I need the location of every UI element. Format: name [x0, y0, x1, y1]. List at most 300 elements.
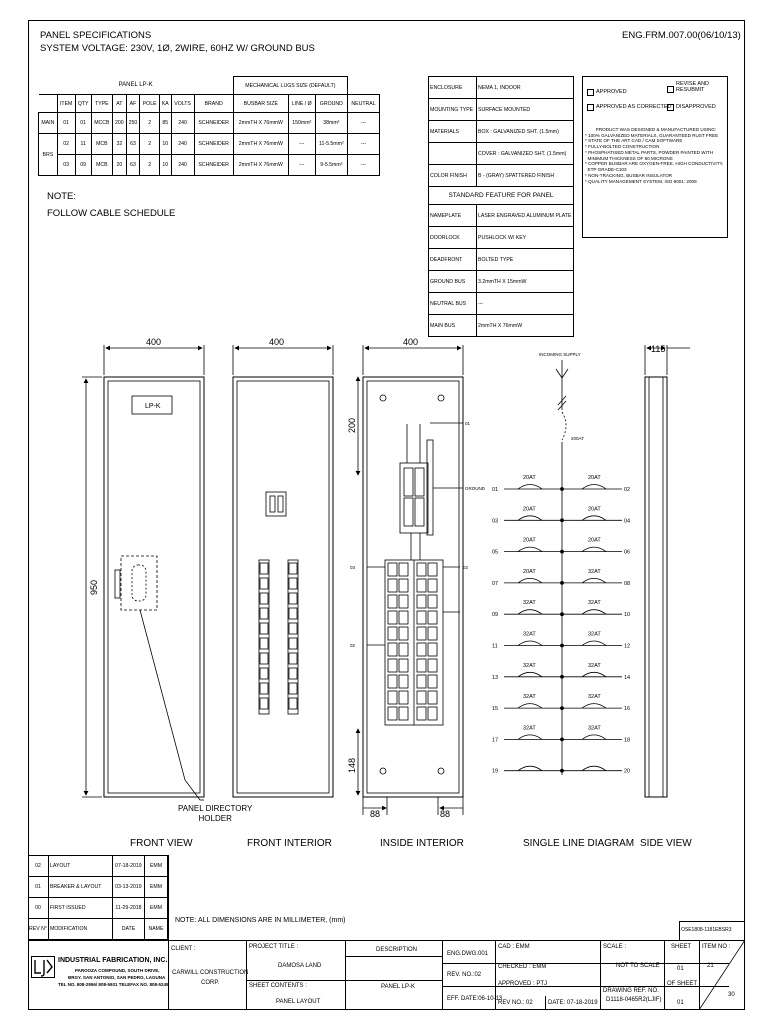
branch-breaker: [399, 595, 408, 608]
std-feature-value: LASER ENGRAVED ALUMINUM PLATE: [477, 205, 574, 227]
panel-col-header: KA: [159, 95, 171, 113]
tb-divider-4: [442, 940, 443, 1010]
sheet-contents: PANEL LAYOUT: [276, 999, 321, 1005]
table-cell: MCCB: [91, 113, 112, 134]
circuit-label: 12: [624, 643, 631, 650]
breaker-arc: [518, 641, 542, 646]
table-cell: 63: [126, 134, 140, 155]
breaker-slot: [289, 638, 297, 649]
tb-divider-3: [345, 940, 346, 1010]
tb-divider-5: [495, 940, 496, 1010]
circuit-label: 02: [624, 487, 631, 493]
panel-col-header: NEUTRAL: [348, 95, 380, 113]
drawing-date: DATE: 07-18-2019: [548, 1000, 598, 1006]
table-cell: 2: [140, 155, 160, 176]
table-cell: 2: [140, 113, 160, 134]
breaker-rating-label: 20AT: [588, 475, 601, 481]
breaker-arc: [582, 516, 606, 521]
sheet-number: 01: [677, 966, 684, 972]
front-interior-drawing: [233, 345, 333, 797]
rev-date: 11-29-2018: [112, 898, 144, 919]
breaker-arc: [518, 610, 542, 615]
side-view-drawing: [645, 345, 690, 797]
table-cell: 240: [171, 155, 194, 176]
bottom-offset-dim: 148: [347, 757, 357, 773]
breaker-rating-label: 32AT: [523, 725, 536, 732]
table-cell: MCB: [91, 134, 112, 155]
tb-hline-desc: [345, 956, 442, 957]
circuit-label: 03: [492, 518, 499, 525]
enclosure-value: COVER : GALVANIZED SHT. (1.5mm): [477, 143, 574, 165]
bus-node: [561, 707, 564, 710]
branch-breaker: [388, 595, 397, 608]
incoming-supply-label: INCOMING SUPPLY: [539, 352, 581, 357]
branch-breaker: [417, 627, 426, 640]
group-cell: BRS: [39, 134, 58, 176]
table-cell: 240: [171, 113, 194, 134]
branch-breaker: [388, 691, 397, 704]
breaker-arc: [582, 547, 606, 552]
breaker-slot: [289, 623, 297, 634]
single-line-diagram: [556, 360, 568, 775]
description-label: DESCRIPTION: [376, 947, 418, 953]
std-feature-value: ---: [477, 293, 574, 315]
branch-breaker: [399, 707, 408, 720]
circuit-label: 19: [492, 768, 499, 775]
approved-corrected-label: APPROVED AS CORRECTED: [596, 104, 672, 110]
table-cell: 01: [57, 113, 75, 134]
breaker-rating-label: 32AT: [588, 694, 601, 701]
ref-01-label: 01: [465, 421, 471, 426]
table-cell: ---: [288, 134, 315, 155]
circuit-label: 04: [624, 518, 631, 525]
branch-breaker: [388, 675, 397, 688]
table-cell: 63: [126, 155, 140, 176]
branch-breaker: [388, 627, 397, 640]
directory-holder-label: PANEL DIRECTORY HOLDER: [178, 804, 253, 823]
circuit-label: 01: [492, 487, 499, 493]
branch-breaker: [417, 595, 426, 608]
rev-date: 07-18-2019: [112, 856, 144, 877]
revision-row: [28, 856, 168, 877]
breaker-rating-label: 32AT: [588, 631, 601, 638]
table-cell: 2mmTH X 76mmW: [233, 134, 288, 155]
branch-breaker: [417, 707, 426, 720]
breaker-slot: [260, 683, 268, 694]
side-view-label: SIDE VIEW: [640, 838, 692, 849]
approved-by: APPROVED : PTJ: [498, 981, 548, 987]
drawing-ref-label: DRAWING REF. NO.: [603, 988, 659, 994]
branch-breaker: [428, 675, 437, 688]
ref-03-label: 03: [350, 565, 356, 570]
group-cell: MAIN: [39, 113, 58, 134]
breaker-rating-label: 32AT: [523, 694, 536, 701]
panel-nameplate: LP-K: [145, 403, 161, 410]
breaker-slot: [260, 653, 268, 664]
tb-divider-2: [246, 940, 247, 1010]
circuit-label: 06: [624, 549, 631, 556]
circuit-label: 09: [492, 612, 499, 619]
table-cell: SCHNEIDER: [194, 134, 233, 155]
bus-node: [561, 769, 564, 772]
table-cell: 2mmTH X 76mmW: [233, 113, 288, 134]
panel-col-header: BUSBAR SIZE: [233, 95, 288, 113]
table-cell: 2: [140, 134, 160, 155]
breaker-slot: [289, 593, 297, 604]
branch-breaker: [417, 643, 426, 656]
table-cell: 38mm²: [315, 113, 347, 134]
table-cell: 10: [159, 134, 171, 155]
branch-breaker: [428, 659, 437, 672]
table-cell: 02: [57, 134, 75, 155]
approved-label: APPROVED: [596, 89, 627, 95]
breaker-arc: [582, 672, 606, 677]
panel-col-header: AT: [113, 95, 127, 113]
branch-breaker: [428, 691, 437, 704]
panel-col-header: QTY: [75, 95, 91, 113]
branch-breaker: [388, 659, 397, 672]
circuit-label: 20: [624, 768, 631, 775]
circuit-label: 08: [624, 580, 631, 587]
enclosure-value: SURFACE MOUNTED: [477, 99, 574, 121]
branch-breaker: [428, 563, 437, 576]
breaker-rating-label: 32AT: [523, 631, 536, 638]
tb-divider-8: [664, 940, 665, 1010]
front-view-drawing: [82, 345, 204, 800]
table-cell: SCHNEIDER: [194, 113, 233, 134]
table-cell: 20: [113, 155, 127, 176]
branch-breaker: [428, 627, 437, 640]
breaker-rating-label: 32AT: [588, 662, 601, 669]
revision-row: [28, 898, 168, 919]
enclosure-key: ENCLOSURE: [429, 77, 477, 99]
revision-table: [28, 855, 168, 940]
breaker-rating-label: 32AT: [588, 600, 601, 607]
sheet-label: SHEET: [671, 944, 692, 950]
revision-row: [28, 919, 168, 940]
company-address-1: PAROOZA COMPOUND, SOUTH DRIVE,: [75, 968, 160, 973]
breaker-rating-label: 20AT: [523, 537, 536, 544]
ref-02-label: 02: [463, 565, 469, 570]
breaker-rating-label: 20AT: [523, 568, 536, 575]
breaker-arc: [518, 735, 542, 740]
branch-breaker: [428, 643, 437, 656]
enclosure-key: COLOR FINISH: [429, 165, 477, 187]
circuit-label: 05: [492, 549, 499, 556]
checked-by: CHECKED : EMM: [498, 964, 547, 970]
breaker-rating-label: 20AT: [523, 506, 536, 513]
page-number: 30: [728, 992, 735, 998]
circuit-label: 14: [624, 674, 631, 681]
rev-no: 01: [28, 877, 48, 898]
front-width-dim: 400: [146, 337, 162, 347]
breaker-arc: [582, 610, 606, 615]
table-cell: ---: [288, 155, 315, 176]
breaker-arc: [582, 578, 606, 583]
breaker-rating-label: 20AT: [588, 506, 601, 513]
table-cell: 11-5.5mm²: [315, 134, 347, 155]
breaker-arc: [518, 516, 542, 521]
circuit-label: 16: [624, 706, 631, 713]
branch-breaker: [417, 691, 426, 704]
bus-node: [561, 519, 564, 522]
table-cell: 09: [75, 155, 91, 176]
approval-note-line: * STATE OF THE ART CAD / CAM SOFTWARE: [585, 138, 683, 144]
breaker-slot: [260, 698, 268, 709]
std-feature-key: DOORLOCK: [429, 227, 477, 249]
breaker-slot: [289, 653, 297, 664]
panel-col-header: BRAND: [194, 95, 233, 113]
approval-note-line: ETP GRADE-C103: [585, 167, 627, 173]
std-feature-key: NEUTRAL BUS: [429, 293, 477, 315]
breaker-rating-label: 20AT: [588, 537, 601, 544]
inside-width-dim: 400: [403, 337, 419, 347]
rev-name: EMM: [144, 898, 167, 919]
breaker-rating-label: 32AT: [523, 600, 536, 607]
branch-breaker: [428, 579, 437, 592]
breaker-arc: [582, 704, 606, 709]
breaker-slot: [260, 623, 268, 634]
enclosure-value: NEMA 1, INDOOR: [477, 77, 574, 99]
breaker-arc: [518, 766, 542, 771]
branch-breaker: [428, 707, 437, 720]
front-interior-slots: [260, 563, 297, 709]
breaker-arc: [582, 766, 606, 771]
ground-label: GROUND: [465, 486, 485, 491]
panel-col-header: GROUND: [315, 95, 347, 113]
rev-no: REV N°: [28, 919, 48, 940]
branch-breaker: [417, 659, 426, 672]
side-depth-dim: 115: [651, 344, 666, 354]
std-feature-value: BOLTED TYPE: [477, 249, 574, 271]
branch-breaker: [428, 595, 437, 608]
std-feature-value: 3.2mmTH X 15mmW: [477, 271, 574, 293]
table-cell: SCHNEIDER: [194, 155, 233, 176]
title-block-diagonal: [699, 940, 745, 1010]
branch-breaker: [417, 579, 426, 592]
inside-interior-label: INSIDE INTERIOR: [380, 838, 464, 849]
approval-note-line: * COPPER BUSBAR ARE OXYGEN-FREE, HIGH CONDUCTIVITY,: [585, 161, 724, 167]
branch-breaker: [399, 659, 408, 672]
project-title-label: PROJECT TITLE :: [249, 944, 299, 950]
enclosure-value: B - (GRAY) SPATTERED FINISH: [477, 165, 574, 187]
bus-node: [561, 644, 564, 647]
breaker-rating-label: 32AT: [588, 568, 601, 575]
rev-modification: MODIFICATION: [48, 919, 112, 940]
circuit-label: 13: [492, 674, 499, 681]
branch-breaker: [388, 707, 397, 720]
std-feature-key: DEADFRONT: [429, 249, 477, 271]
breaker-slot: [289, 578, 297, 589]
circuit-label: 10: [624, 612, 631, 619]
rev-date: DATE: [112, 919, 144, 940]
tb-divider-6: [545, 996, 546, 1010]
breaker-slot: [289, 563, 297, 574]
breaker-arc: [582, 641, 606, 646]
ref-02b-label: 02: [350, 643, 356, 648]
approval-note-line: * 100% GALVANIZED MATERIALS, GUARANTEED RUST FREE: [585, 132, 719, 138]
client-name: CARWILL CONSTRUCTION CORP.: [172, 970, 249, 986]
description: PANEL LP-K: [381, 984, 416, 990]
breaker-slot: [260, 593, 268, 604]
panel-col-header: ITEM: [57, 95, 75, 113]
rev-modification: BREAKER & LAYOUT: [48, 877, 112, 898]
table-cell: ---: [348, 134, 380, 155]
scale-value: NOT TO SCALE: [616, 963, 660, 969]
tb-divider-1: [168, 940, 169, 1010]
sheet-contents-label: SHEET CONTENTS :: [249, 983, 307, 989]
company-name: INDUSTRIAL FABRICATION, INC.: [58, 957, 168, 964]
of-sheet-number: 01: [677, 1000, 684, 1006]
sld-label: SINGLE LINE DIAGRAM: [523, 838, 635, 849]
approval-note-line: MINIMUM THICKNESS OF 80 MICRONS: [585, 155, 673, 161]
branch-breaker: [417, 563, 426, 576]
of-sheet-label: OF SHEET: [667, 981, 698, 987]
panel-col-header: LINE / Ø: [288, 95, 315, 113]
bus-node: [561, 581, 564, 584]
table-cell: 2mmTH X 76mmW: [233, 155, 288, 176]
table-cell: 240: [171, 134, 194, 155]
circuit-label: 17: [492, 737, 499, 744]
table-cell: 85: [159, 113, 171, 134]
table-cell: MCB: [91, 155, 112, 176]
circuit-label: 18: [624, 737, 631, 744]
main-breaker-rating: 200AT: [571, 436, 584, 441]
breaker-slot: [289, 683, 297, 694]
front-interior-width-dim: 400: [269, 337, 285, 347]
panel-col-header: POLE: [140, 95, 160, 113]
table-cell: 03: [57, 155, 75, 176]
rev-name: EMM: [144, 877, 167, 898]
enclosure-value: BOX : GALVANIZED SHT. (1.5mm): [477, 121, 574, 143]
circuit-label: 11: [492, 643, 498, 650]
rev-no: 02: [28, 856, 48, 877]
rev-modification: FIRST ISSUED: [48, 898, 112, 919]
breaker-arc: [582, 485, 606, 490]
branch-breaker: [417, 611, 426, 624]
branch-breaker: [388, 643, 397, 656]
lugs-title: MECHANICAL LUGS SIZE (DEFAULT): [233, 77, 347, 95]
dwg-number: ENG.DWG.001: [447, 951, 489, 957]
table-cell: ---: [348, 155, 380, 176]
breaker-slot: [289, 608, 297, 619]
enclosure-key: MATERIALS: [429, 121, 477, 143]
table-cell: 150mm²: [288, 113, 315, 134]
breaker-slot: [260, 608, 268, 619]
right-offset-dim: 88: [440, 809, 451, 819]
top-offset-dim: 200: [347, 417, 357, 433]
tb-divider-7: [600, 940, 601, 1010]
std-feature-title: STANDARD FEATURE FOR PANEL: [429, 187, 574, 205]
branch-breaker: [388, 579, 397, 592]
revise-label: REVISE AND RESUBMIT: [676, 81, 710, 94]
bus-node: [561, 675, 564, 678]
branch-breaker: [399, 611, 408, 624]
breaker-slot: [260, 668, 268, 679]
breaker-rating-label: 32AT: [588, 725, 601, 732]
branch-breaker: [428, 611, 437, 624]
table-cell: 200: [113, 113, 127, 134]
approval-note-line: * NON-TRACKING, BUSBAR INSULATOR: [585, 172, 673, 178]
enclosure-key: MOUNTING TYPE: [429, 99, 477, 121]
breaker-arc: [582, 735, 606, 740]
breaker-slot: [289, 668, 297, 679]
std-feature-key: NAMEPLATE: [429, 205, 477, 227]
drawing-ref-no: D1118-0465R2(LJIF): [606, 997, 662, 1003]
breaker-arc: [518, 704, 542, 709]
table-cell: 9-5.5mm²: [315, 155, 347, 176]
breaker-slot: [260, 563, 268, 574]
drawing-rev-no: REV NO.: 02: [498, 1000, 533, 1006]
revision-row: [28, 877, 168, 898]
rev-modification: LAYOUT: [48, 856, 112, 877]
branch-breaker: [399, 563, 408, 576]
branch-breaker: [417, 675, 426, 688]
client-label: CLIENT :: [171, 946, 196, 952]
panel-table-title: PANEL LP-K: [39, 77, 234, 95]
branch-breaker: [399, 675, 408, 688]
breaker-arc: [518, 672, 542, 677]
bus-node: [561, 738, 564, 741]
inside-interior-breakers: [388, 563, 437, 720]
branch-breaker: [399, 643, 408, 656]
std-feature-value: 2mmTH X 76mmW: [477, 315, 574, 337]
dimension-note: NOTE: ALL DIMENSIONS ARE IN MILLIMETER, (mm): [175, 917, 346, 924]
std-feature-value: PUSHLOCK W/ KEY: [477, 227, 574, 249]
bus-node: [561, 613, 564, 616]
breaker-rating-label: 20AT: [523, 475, 536, 481]
project-title: DAMOSA LAND: [278, 963, 322, 969]
branch-breaker: [388, 611, 397, 624]
panel-col-header: TYPE: [91, 95, 112, 113]
item-number: 21: [707, 963, 714, 969]
breaker-arc: [518, 578, 542, 583]
bus-node: [561, 488, 564, 491]
inside-interior-drawing: [358, 345, 463, 815]
tb-hline-2: [442, 963, 729, 964]
doc-code: OSE1808-1181EBSR3: [681, 927, 732, 933]
breaker-arc: [518, 547, 542, 552]
revision-table-right: [168, 855, 169, 940]
company-logo: [31, 956, 55, 978]
breaker-rating-label: 32AT: [523, 662, 536, 669]
note-label: NOTE:: [47, 191, 77, 202]
front-interior-label: FRONT INTERIOR: [247, 838, 332, 849]
table-cell: 01: [75, 113, 91, 134]
breaker-slot: [289, 698, 297, 709]
table-cell: ---: [348, 113, 380, 134]
item-label: ITEM NO :: [702, 944, 731, 950]
rev-no: 00: [28, 898, 48, 919]
branch-breaker: [399, 579, 408, 592]
breaker-slot: [260, 638, 268, 649]
breaker-slot: [260, 578, 268, 589]
rev-name: EMM: [144, 856, 167, 877]
rev-name: NAME: [144, 919, 167, 940]
height-dim: 950: [89, 579, 99, 595]
disapproved-label: DISAPPROVED: [676, 104, 716, 110]
table-cell: 32: [113, 134, 127, 155]
front-view-label: FRONT VIEW: [130, 838, 193, 849]
rev-date: 03-13-2019: [112, 877, 144, 898]
table-cell: 10: [159, 155, 171, 176]
scale-label: SCALE :: [603, 944, 627, 950]
branch-breaker: [388, 563, 397, 576]
branch-breaker: [399, 691, 408, 704]
rev-number: REV. NO.:02: [447, 972, 482, 978]
std-feature-key: MAIN BUS: [429, 315, 477, 337]
note-text: FOLLOW CABLE SCHEDULE: [47, 208, 176, 219]
